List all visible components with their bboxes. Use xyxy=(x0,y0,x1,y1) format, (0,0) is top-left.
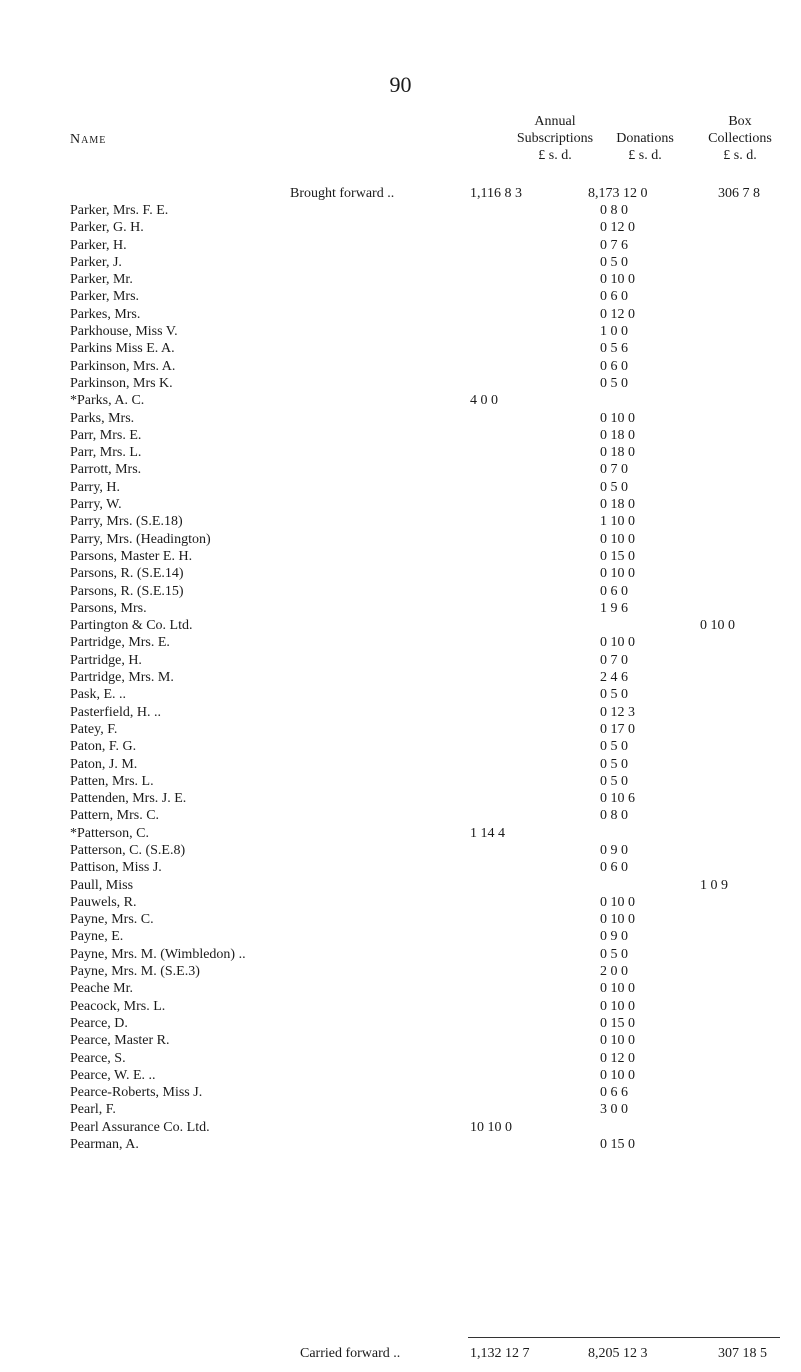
entry-name: Paull, Miss xyxy=(70,877,134,893)
entry-annual-subscription: 4 0 0 xyxy=(470,393,498,409)
entry-donation: 0 5 0 xyxy=(600,946,628,962)
list-item xyxy=(0,859,801,876)
list-item xyxy=(0,392,801,409)
list-item xyxy=(0,894,801,911)
entry-name: Payne, Mrs. M. (S.E.3) xyxy=(70,964,200,980)
entry-donation: 0 7 0 xyxy=(600,652,628,668)
entry-donation: 0 12 0 xyxy=(600,1050,635,1066)
header-donations-line1: Donations xyxy=(616,131,674,146)
list-item xyxy=(0,998,801,1015)
header-annual-units: £ s. d. xyxy=(538,148,572,163)
entry-name: Parr, Mrs. L. xyxy=(70,445,142,461)
entry-donation: 0 12 3 xyxy=(600,704,635,720)
entry-box-collection: 1 0 9 xyxy=(700,877,728,893)
header-annual-line1: Annual xyxy=(534,114,576,129)
entry-donation: 0 6 6 xyxy=(600,1085,628,1101)
list-item xyxy=(0,513,801,530)
carried-forward-annual: 1,132 12 7 xyxy=(470,1346,530,1361)
list-item xyxy=(0,375,801,392)
page-number: 90 xyxy=(389,72,412,97)
entry-name: Pattenden, Mrs. J. E. xyxy=(70,791,187,807)
entry-name: Parker, Mrs. F. E. xyxy=(70,203,169,218)
entry-name: Partington & Co. Ltd. xyxy=(70,618,193,634)
entry-name: Pattison, Miss J. xyxy=(70,860,162,876)
list-item xyxy=(0,427,801,444)
entry-name: Parker, Mr. xyxy=(70,272,133,288)
list-item xyxy=(0,358,801,375)
entry-annual-subscription: 10 10 0 xyxy=(470,1119,512,1135)
list-item xyxy=(0,652,801,669)
brought-forward-box: 306 7 8 xyxy=(718,186,760,201)
list-item xyxy=(0,1050,801,1067)
subscriber-list xyxy=(0,202,801,1153)
entry-donation: 0 5 0 xyxy=(600,687,628,703)
brought-forward-row xyxy=(0,185,801,202)
entry-donation: 0 10 6 xyxy=(600,791,635,807)
header-donations-units: £ s. d. xyxy=(628,148,662,163)
entry-name: Pearce-Roberts, Miss J. xyxy=(70,1085,203,1101)
entry-donation: 0 8 0 xyxy=(600,808,628,824)
entry-name: Pearce, W. E. .. xyxy=(70,1067,156,1083)
entry-name: Pattern, Mrs. C. xyxy=(70,808,160,824)
header-annual-line2: Subscriptions xyxy=(516,131,594,146)
list-item xyxy=(0,704,801,721)
list-item xyxy=(0,461,801,478)
entry-name: Parkins Miss E. A. xyxy=(70,341,175,357)
entry-donation: 0 8 0 xyxy=(600,203,628,218)
entry-name: Partridge, Mrs. M. xyxy=(70,670,174,686)
list-item xyxy=(0,634,801,651)
list-item xyxy=(0,963,801,980)
entry-name: Parsons, Mrs. xyxy=(70,600,147,616)
header-box-collections xyxy=(680,113,800,164)
entry-donation: 0 15 0 xyxy=(600,1137,635,1153)
list-item xyxy=(0,928,801,945)
entry-name: Pearman, A. xyxy=(70,1137,139,1153)
entry-donation: 0 15 0 xyxy=(600,1015,635,1031)
header-box-units: £ s. d. xyxy=(723,148,757,163)
entry-donation: 0 18 0 xyxy=(600,445,635,461)
list-item xyxy=(0,410,801,427)
brought-forward-annual: 1,116 8 3 xyxy=(470,186,522,201)
entry-donation: 0 10 0 xyxy=(600,1033,635,1049)
list-item xyxy=(0,219,801,236)
entry-name: Pearce, Master R. xyxy=(70,1033,170,1049)
list-item xyxy=(0,323,801,340)
list-item xyxy=(0,825,801,842)
entry-donation: 0 5 0 xyxy=(600,479,628,495)
entry-name: Paton, J. M. xyxy=(70,756,138,772)
entry-donation: 0 10 0 xyxy=(600,410,635,426)
entry-name: Parsons, R. (S.E.14) xyxy=(70,566,184,582)
entry-name: Pearce, D. xyxy=(70,1015,128,1031)
entry-name: Parry, Mrs. (S.E.18) xyxy=(70,514,183,530)
entry-donation: 0 5 0 xyxy=(600,739,628,755)
list-item xyxy=(0,565,801,582)
entry-donation: 0 5 6 xyxy=(600,341,628,357)
list-item xyxy=(0,773,801,790)
list-item xyxy=(0,444,801,461)
entry-name: Parker, Mrs. xyxy=(70,289,140,305)
entry-name: Payne, E. xyxy=(70,929,124,945)
entry-name: Pask, E. .. xyxy=(70,687,126,703)
entry-name: Pearce, S. xyxy=(70,1050,126,1066)
list-item xyxy=(0,202,801,219)
list-item xyxy=(0,617,801,634)
list-item xyxy=(0,1119,801,1136)
entry-name: Parker, H. xyxy=(70,237,127,253)
entry-name: Parkes, Mrs. xyxy=(70,306,141,322)
entry-donation: 0 10 0 xyxy=(600,566,635,582)
list-item xyxy=(0,340,801,357)
entry-donation: 0 10 0 xyxy=(600,894,635,910)
brought-forward-donations: 8,173 12 0 xyxy=(588,186,648,201)
entry-name: Peacock, Mrs. L. xyxy=(70,998,166,1014)
entry-donation: 0 10 0 xyxy=(600,912,635,928)
list-item xyxy=(0,496,801,513)
entry-name: Pearl Assurance Co. Ltd. xyxy=(70,1119,210,1135)
list-item xyxy=(0,756,801,773)
entry-donation: 0 6 0 xyxy=(600,860,628,876)
entry-donation: 0 5 0 xyxy=(600,375,628,391)
entry-donation: 1 10 0 xyxy=(600,514,635,530)
entry-annual-subscription: 1 14 4 xyxy=(470,825,505,841)
entry-donation: 0 5 0 xyxy=(600,254,628,270)
entry-donation: 1 0 0 xyxy=(600,324,628,340)
entry-donation: 0 9 0 xyxy=(600,929,628,945)
list-item xyxy=(0,790,801,807)
entry-donation: 0 6 0 xyxy=(600,583,628,599)
entry-donation: 0 17 0 xyxy=(600,721,635,737)
entry-donation: 0 7 0 xyxy=(600,462,628,478)
entry-name: Pauwels, R. xyxy=(70,894,137,910)
entry-name: Parsons, R. (S.E.15) xyxy=(70,583,184,599)
carried-forward-donations: 8,205 12 3 xyxy=(588,1346,648,1361)
entry-name: Payne, Mrs. C. xyxy=(70,912,154,928)
list-item xyxy=(0,842,801,859)
entry-donation: 0 18 0 xyxy=(600,497,635,513)
entry-name: Partridge, Mrs. E. xyxy=(70,635,170,651)
entry-donation: 0 9 0 xyxy=(600,842,628,858)
list-item xyxy=(0,807,801,824)
brought-forward-label: Brought forward .. xyxy=(290,186,395,201)
list-item xyxy=(0,1015,801,1032)
entry-name: Parry, H. xyxy=(70,479,121,495)
list-item xyxy=(0,877,801,894)
entry-name: Patey, F. xyxy=(70,721,118,737)
list-item xyxy=(0,548,801,565)
entry-donation: 0 15 0 xyxy=(600,548,635,564)
entry-name: Peache Mr. xyxy=(70,981,133,997)
entry-name: *Parks, A. C. xyxy=(70,393,145,409)
list-item xyxy=(0,254,801,271)
entry-name: Paton, F. G. xyxy=(70,739,137,755)
entry-donation: 2 4 6 xyxy=(600,670,628,686)
entry-name: Parry, W. xyxy=(70,497,122,513)
entry-donation: 0 5 0 xyxy=(600,756,628,772)
entry-name: Payne, Mrs. M. (Wimbledon) .. xyxy=(70,946,246,962)
carried-forward-label: Carried forward .. xyxy=(300,1346,401,1361)
list-item xyxy=(0,686,801,703)
entry-donation: 0 7 6 xyxy=(600,237,628,253)
entry-name: Parkhouse, Miss V. xyxy=(70,324,178,340)
entry-name: Parkinson, Mrs. A. xyxy=(70,358,176,374)
entry-name: Partridge, H. xyxy=(70,652,142,668)
list-item xyxy=(0,1136,801,1153)
entry-donation: 0 10 0 xyxy=(600,998,635,1014)
entry-donation: 0 10 0 xyxy=(600,531,635,547)
list-item xyxy=(0,583,801,600)
list-item xyxy=(0,531,801,548)
list-item xyxy=(0,1084,801,1101)
total-rule xyxy=(468,1337,780,1338)
list-item xyxy=(0,738,801,755)
entry-donation: 0 10 0 xyxy=(600,1067,635,1083)
list-item xyxy=(0,271,801,288)
list-item xyxy=(0,946,801,963)
entry-donation: 0 6 0 xyxy=(600,289,628,305)
entry-name: *Patterson, C. xyxy=(70,825,149,841)
list-item xyxy=(0,1101,801,1118)
entry-name: Parks, Mrs. xyxy=(70,410,135,426)
list-item xyxy=(0,1067,801,1084)
entry-donation: 0 18 0 xyxy=(600,427,635,443)
entry-donation: 2 0 0 xyxy=(600,964,628,980)
list-item xyxy=(0,288,801,305)
entry-donation: 0 10 0 xyxy=(600,272,635,288)
header-box-line1: Box xyxy=(728,114,752,129)
entry-name: Pearl, F. xyxy=(70,1102,116,1118)
list-item xyxy=(0,479,801,496)
entry-name: Parker, J. xyxy=(70,254,122,270)
entry-name: Parrott, Mrs. xyxy=(70,462,142,478)
entry-name: Patterson, C. (S.E.8) xyxy=(70,842,186,858)
entry-name: Parry, Mrs. (Headington) xyxy=(70,531,211,547)
entry-box-collection: 0 10 0 xyxy=(700,618,735,634)
entry-name: Patten, Mrs. L. xyxy=(70,773,154,789)
entry-name: Pasterfield, H. .. xyxy=(70,704,161,720)
header-name: Name xyxy=(70,132,107,147)
entry-donation: 0 12 0 xyxy=(600,306,635,322)
entry-donation: 0 10 0 xyxy=(600,981,635,997)
entry-donation: 3 0 0 xyxy=(600,1102,628,1118)
list-item xyxy=(0,980,801,997)
list-item xyxy=(0,1032,801,1049)
list-item xyxy=(0,600,801,617)
list-item xyxy=(0,911,801,928)
entry-donation: 0 5 0 xyxy=(600,773,628,789)
list-item xyxy=(0,237,801,254)
entry-donation: 0 12 0 xyxy=(600,220,635,236)
entry-donation: 0 6 0 xyxy=(600,358,628,374)
entry-donation: 0 10 0 xyxy=(600,635,635,651)
header-box-line2: Collections xyxy=(708,131,772,146)
entry-donation: 1 9 6 xyxy=(600,600,628,616)
entry-name: Parker, G. H. xyxy=(70,220,144,236)
list-item xyxy=(0,669,801,686)
list-item xyxy=(0,306,801,323)
list-item xyxy=(0,721,801,738)
entry-name: Parsons, Master E. H. xyxy=(70,548,193,564)
entry-name: Parkinson, Mrs K. xyxy=(70,375,173,391)
carried-forward-box: 307 18 5 xyxy=(718,1346,767,1361)
entry-name: Parr, Mrs. E. xyxy=(70,427,142,443)
